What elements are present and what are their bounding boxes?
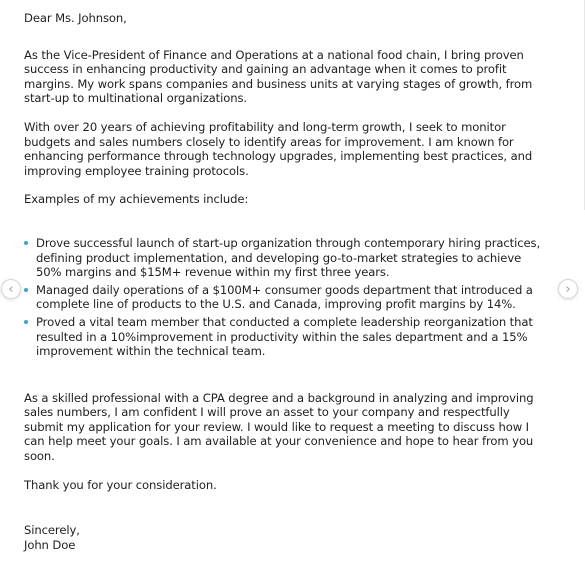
achievement-text: Managed daily operations of a $100M+ consumer goods department that introduced a complete line of products to the U.S. and Canada, improving profit margins by 14%.	[36, 282, 533, 312]
thanks-line: Thank you for your consideration.	[24, 477, 217, 492]
signature-name: John Doe	[24, 537, 76, 552]
achievements-intro: Examples of my achievements include:	[24, 192, 249, 207]
achievements-list	[24, 236, 546, 359]
cover-letter	[24, 11, 546, 552]
list-item	[24, 315, 546, 359]
experience-paragraph: With over 20 years of achieving profitability and long-term growth, I seek to monitor budgets and sales numbers closely to identify areas for improvement. I am known for enhancing performance through technology upgrades, implementing best practices, and improving employee training protocols.	[24, 119, 533, 178]
list-item	[24, 236, 546, 280]
achievement-text: Proved a vital team member that conducted a complete leadership reorganization that resulted in a 10%improvement in productivity within the sales department and a 15% improvement within the technical team.	[36, 314, 533, 359]
closing-paragraph: As a skilled professional with a CPA degree and a background in analyzing and improving sales numbers, I am confident I will prove an asset to your company and respectfully submit my application for your review. I would like to request a meeting to discuss how I can help meet your goals. I am available at your convenience and hope to hear from you soon.	[24, 390, 534, 464]
achievement-text: Drove successful launch of start-up organization through contemporary hiring practices, defining product implementation, and developing go-to-market strategies to achieve 50% margins and $15M+ revenue within my first three years.	[36, 235, 541, 280]
bullet-icon	[24, 241, 28, 245]
intro-paragraph: As the Vice-President of Finance and Operations at a national food chain, I bring proven success in enhancing productivity and gaining an advantage when it comes to profit margins. My work spans companies and business units at varying stages of growth, from start-up to multinational organizations.	[24, 47, 533, 106]
bullet-icon	[24, 320, 28, 324]
salutation: Dear Ms. Johnson,	[24, 11, 127, 25]
bullet-icon	[24, 288, 28, 292]
chevron-left-icon[interactable]: ‹	[1, 279, 21, 299]
list-item	[24, 283, 546, 312]
chevron-right-icon[interactable]: ›	[558, 279, 578, 299]
closing-word: Sincerely,	[24, 523, 80, 538]
